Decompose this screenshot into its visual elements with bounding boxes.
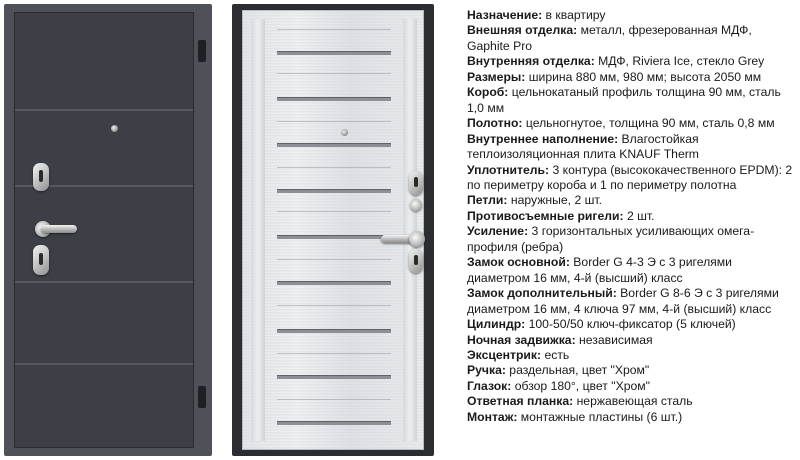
spec-value: МДФ, Riviera Ice, стекло Grey [594, 54, 765, 69]
spec-key: Ответная планка: [467, 394, 574, 409]
spec-key: Назначение: [467, 8, 543, 22]
outer-door-leaf [14, 12, 194, 448]
spec-value: есть [541, 347, 570, 362]
spec-row [467, 348, 797, 363]
spec-key: Размеры: [467, 69, 526, 84]
spec-key: Внутреннее наполнение: [467, 131, 619, 146]
glass-insert [277, 97, 391, 101]
outer-door-image [4, 4, 212, 456]
upper-lock-plate [33, 163, 49, 191]
spec-row [467, 363, 797, 378]
spec-value: независимая [575, 332, 653, 347]
spec-row [467, 317, 797, 332]
glass-insert [277, 281, 391, 285]
spec-row [467, 116, 797, 131]
peephole-icon [111, 125, 118, 132]
spec-key: Ручка: [467, 363, 506, 378]
night-latch-plate [409, 171, 423, 195]
left-molding [251, 19, 265, 441]
lower-lock-plate [33, 245, 49, 275]
spec-value: 2 шт. [623, 208, 655, 223]
spec-key: Замок основной: [467, 255, 570, 270]
hinge-top [198, 40, 206, 62]
spec-key: Монтаж: [467, 409, 518, 424]
spec-key: Полотно: [467, 116, 523, 131]
specification-list [467, 8, 797, 425]
spec-key: Противосъемные ригели: [467, 208, 624, 223]
spec-value: нержавеющая сталь [573, 394, 693, 409]
spec-value: Border G 4-3 Э с 3 ригелями диаметром 16 мм, 4-й (высший) класс [467, 255, 732, 285]
right-molding [403, 19, 417, 441]
spec-row [467, 163, 797, 194]
spec-row [467, 23, 797, 54]
glass-insert [277, 375, 391, 379]
panel-groove [15, 281, 193, 283]
lower-lock-plate [409, 249, 423, 273]
inner-door-leaf [242, 10, 424, 450]
spec-key: Эксцентрик: [467, 347, 542, 362]
spec-value: ширина 880 мм, 980 мм; высота 2050 мм [525, 69, 762, 84]
spec-value: Влагостойкая теплоизоляционная плита KNAUF Therm [467, 131, 699, 162]
spec-row [467, 394, 797, 409]
spec-value: обзор 180°, цвет "Хром" [511, 378, 650, 393]
turn-knob [410, 199, 422, 211]
spec-row [467, 54, 797, 69]
spec-value: в квартиру [542, 8, 606, 22]
spec-key: Петли: [467, 193, 508, 208]
spec-key: Внешняя отделка: [467, 23, 578, 38]
spec-key: Уплотнитель: [467, 162, 550, 177]
spec-key: Ночная задвижка: [467, 332, 576, 347]
spec-key: Усиление: [467, 224, 529, 239]
spec-key: Цилиндр: [467, 317, 526, 332]
spec-row [467, 85, 797, 116]
lever-handle [41, 225, 77, 233]
glass-insert [277, 329, 391, 333]
inner-door-image [232, 4, 434, 456]
glass-insert [277, 421, 391, 425]
spec-value: 3 контура (высококачественного EPDM): 2 по периметру короба и 1 по периметру полотна [467, 162, 793, 192]
spec-key: Глазок: [467, 378, 512, 393]
peephole-icon [341, 129, 348, 136]
spec-value: металл, фрезерованная МДФ, Gaphite Pro [467, 23, 752, 53]
glass-insert [277, 51, 391, 55]
spec-key: Короб: [467, 85, 509, 100]
spec-value: цельнокатаный профиль толщина 90 мм, сталь 1,0 мм [467, 85, 781, 115]
spec-value: 100-50/50 ключ-фиксатор (5 ключей) [525, 317, 736, 332]
spec-row [467, 379, 797, 394]
spec-row [467, 333, 797, 348]
spec-key: Внутренняя отделка: [467, 54, 595, 69]
spec-row [467, 286, 797, 317]
spec-value: монтажные пластины (6 шт.) [517, 409, 683, 424]
spec-row [467, 70, 797, 85]
spec-value: цельногнутое, толщина 90 мм, сталь 0,8 мм [522, 116, 775, 131]
glass-insert [277, 235, 391, 239]
spec-row [467, 410, 797, 425]
spec-value: раздельная, цвет "Хром" [505, 363, 650, 378]
spec-row [467, 193, 797, 208]
spec-value: наружные, 2 шт. [507, 193, 603, 208]
spec-row [467, 8, 797, 23]
spec-value: 3 горизонтальных усиливающих омега-профиля (ребра) [467, 224, 755, 254]
spec-key: Замок дополнительный: [467, 286, 617, 301]
handle-rosette [409, 231, 425, 247]
spec-row [467, 255, 797, 286]
spec-row [467, 224, 797, 255]
panel-groove [15, 109, 193, 111]
spec-value: Border G 8-6 Э с 3 ригелями диаметром 16 мм, 4 ключа 97 мм, 4-й (высший) класс [467, 286, 779, 316]
hinge-bottom [198, 386, 206, 408]
glass-insert [277, 143, 391, 147]
panel-groove [15, 363, 193, 365]
glass-insert [277, 189, 391, 193]
spec-row [467, 209, 797, 224]
spec-row [467, 132, 797, 163]
